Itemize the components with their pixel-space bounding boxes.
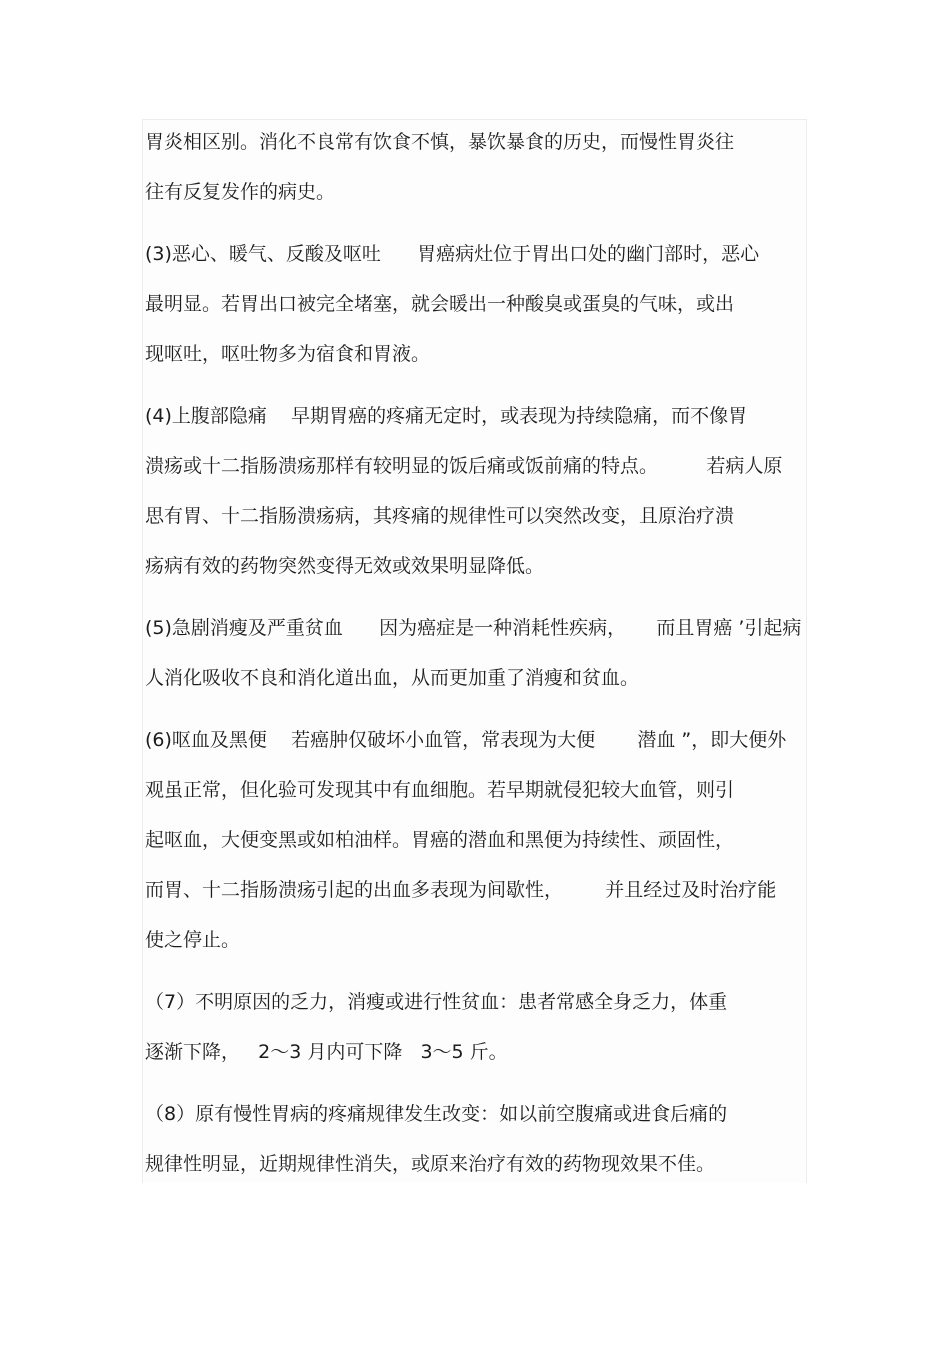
text-line: 规律性明显，近期规律性消失，或原来治疗有效的药物现效果不佳。: [145, 1153, 716, 1175]
text-line: 疡病有效的药物突然变得无效或效果明显降低。: [145, 555, 545, 577]
text-line: 人消化吸收不良和消化道出血，从而更加重了消瘦和贫血。: [145, 667, 640, 689]
text-line: 往有反复发作的病史。: [145, 181, 336, 203]
text-line: 胃炎相区别。消化不良常有饮食不慎，暴饮暴食的历史，而慢性胃炎往: [145, 131, 735, 153]
text-line: 思有胃、十二指肠溃疡病，其疼痛的规律性可以突然改变，且原治疗溃: [145, 505, 735, 527]
text-line: (3)恶心、暖气、反酸及呕吐 胃癌病灶位于胃出口处的幽门部时，恶心: [145, 243, 760, 265]
text-line: 观虽正常，但化验可发现其中有血细胞。若早期就侵犯较大血管，则引: [145, 779, 735, 801]
text-line: 起呕血，大便变黑或如柏油样。胃癌的潜血和黑便为持续性、顽固性，: [145, 829, 735, 851]
text-line: (5)急剧消瘦及严重贫血 因为癌症是一种消耗性疾病， 而且胃癌 ’引起病: [145, 617, 802, 639]
text-line: 逐渐下降， 2～3 月内可下降 3～5 斤。: [145, 1041, 508, 1063]
text-line: 而胃、十二指肠溃疡引起的出血多表现为间歇性， 并且经过及时治疗能: [145, 879, 777, 901]
text-line: （7）不明原因的乏力，消瘦或进行性贫血：患者常感全身乏力，体重: [145, 991, 728, 1013]
text-line: 最明显。若胃出口被完全堵塞，就会暖出一种酸臭或蛋臭的气味，或出: [145, 293, 735, 315]
text-line: 溃疡或十二指肠溃疡那样有较明显的饭后痛或饭前痛的特点。 若病人原: [145, 455, 783, 477]
page-frame: [142, 119, 807, 1183]
text-line: (4)上腹部隐痛 早期胃癌的疼痛无定时，或表现为持续隐痛，而不像胃: [145, 405, 748, 427]
text-line: 使之停止。: [145, 929, 241, 951]
text-line: (6)呕血及黑便 若癌肿仅破坏小血管，常表现为大便 潜血 ”，即大便外: [145, 729, 787, 751]
text-line: （8）原有慢性胃病的疼痛规律发生改变：如以前空腹痛或进食后痛的: [145, 1103, 728, 1125]
text-line: 现呕吐，呕吐物多为宿食和胃液。: [145, 343, 431, 365]
